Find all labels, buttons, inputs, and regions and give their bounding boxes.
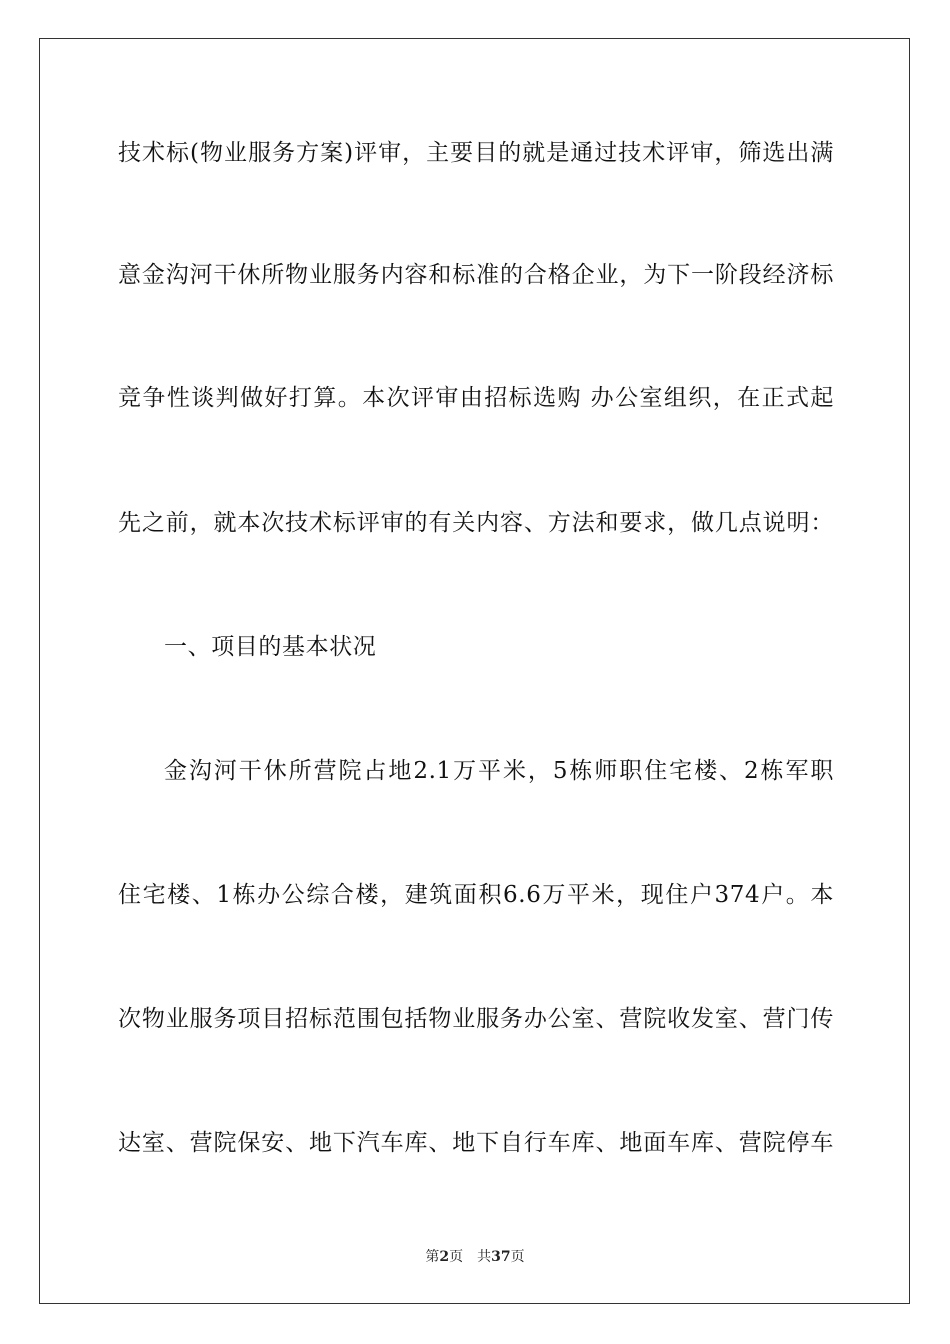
body-line-7: 住宅楼、1栋办公综合楼，建筑面积6.6万平米，现住户374户。本: [118, 882, 834, 908]
body-line-4: 先之前，就本次技术标评审的有关内容、方法和要求，做几点说明：: [118, 510, 834, 536]
footer-page-prefix: 第: [425, 1249, 440, 1265]
body-line-2: 意金沟河干休所物业服务内容和标准的合格企业，为下一阶段经济标: [118, 262, 834, 288]
body-line-3: 竞争性谈判做好打算。本次评审由招标选购 办公室组织，在正式起: [118, 385, 834, 411]
footer-total-suffix: 页: [510, 1249, 525, 1265]
footer-total-prefix: 共: [477, 1249, 492, 1265]
body-line-1: 技术标(物业服务方案)评审，主要目的就是通过技术评审，筛选出满: [118, 140, 834, 166]
body-line-9: 达室、营院保安、地下汽车库、地下自行车库、地面车库、营院停车: [118, 1130, 834, 1156]
page-footer: [0, 1248, 950, 1266]
section-heading: 一、项目的基本状况: [164, 634, 377, 660]
footer-page-number: 2: [439, 1249, 450, 1265]
page-border: [39, 38, 910, 1304]
footer-page-suffix: 页: [449, 1249, 464, 1265]
footer-total-pages: 37: [491, 1249, 511, 1265]
body-line-8: 次物业服务项目招标范围包括物业服务办公室、营院收发室、营门传: [118, 1006, 834, 1032]
body-line-6: 金沟河干休所营院占地2.1万平米，5栋师职住宅楼、2栋军职: [164, 758, 834, 784]
